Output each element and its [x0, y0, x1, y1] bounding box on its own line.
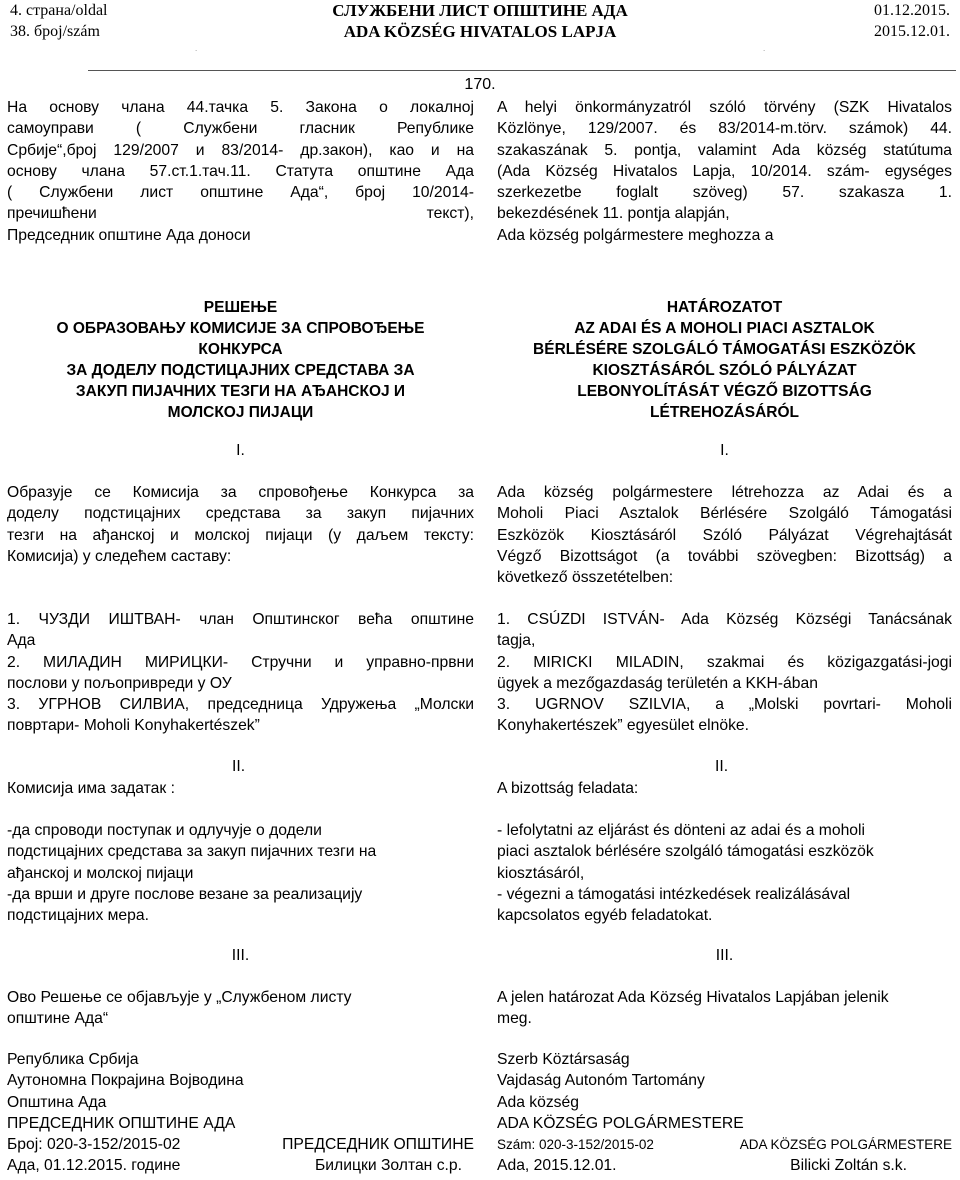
left-task-line: -да врши и друге послове везане за реализацију	[7, 885, 363, 903]
right-title-line: KIOSZTÁSÁRÓL SZÓLÓ PÁLYÁZAT	[592, 362, 857, 379]
right-section-3-heading: III.	[715, 947, 734, 964]
left-member-2: 2. МИЛАДИН МИРИЦКИ- Стручни и управно-првни	[7, 653, 474, 671]
left-intro-line: ( Службени лист општине Ада“, број 10/2014-	[7, 184, 474, 202]
right-title-line: LEBONYOLÍTÁSÁT VÉGZŐ BIZOTTSÁG	[577, 383, 872, 400]
header-date-serbian: 01.12.2015.	[874, 2, 950, 19]
left-member-3-cont: повртари- Moholi Konyhakertészek”	[7, 717, 260, 735]
header-divider	[88, 70, 956, 71]
header-title-hungarian: ADA KÖZSÉG HIVATALOS LAPJA	[343, 22, 617, 41]
left-intro-line: пречишћени текст),	[7, 205, 474, 223]
left-task-list	[7, 820, 474, 926]
left-sig-date: Ада, 01.12.2015. године	[7, 1157, 181, 1175]
left-p1-last: Комисија) у следећем саставу:	[7, 547, 232, 565]
right-member-1-cont: tagja,	[497, 632, 536, 650]
header-issue-number: 38. број/szám	[10, 23, 100, 40]
right-sig-line: Vajdaság Autonóm Tartomány	[497, 1072, 705, 1090]
left-title-line: ЗА ДОДЕЛУ ПОДСТИЦАЈНИХ СРЕДСТАВА ЗА	[66, 362, 415, 379]
right-section-1-heading: I.	[720, 442, 729, 459]
left-intro-line: На основу члана 44.тачка 5. Закона о локалној	[7, 99, 474, 116]
left-sig-date-row	[7, 1155, 474, 1176]
right-task-line: kapcsolatos egyéb feladatokat.	[497, 907, 713, 925]
right-title-line: BÉRLÉSÉRE SZOLGÁLÓ TÁMOGATÁSI ESZKÖZÖK	[533, 341, 916, 358]
left-publication-note	[7, 987, 474, 1030]
right-publication-note	[497, 987, 952, 1030]
left-intro-line: самоуправи ( Службени гласник Републике	[7, 120, 474, 138]
right-section-2-heading: II.	[715, 758, 729, 775]
header-page-number: 4. страна/oldal	[10, 2, 108, 19]
left-task-line: подстицајних мера.	[7, 907, 149, 925]
right-task-line: - lefolytatni az eljárást és dönteni az adai és a moholi	[497, 822, 865, 839]
right-member-2: 2. MIRICKI MILADIN, szakmai és közigazgatási-jogi	[497, 653, 952, 671]
right-member-list	[497, 609, 952, 737]
left-section-1-text	[7, 482, 474, 567]
right-sig-date: Ada, 2015.12.01.	[497, 1157, 617, 1175]
right-pub-line: meg.	[497, 1010, 532, 1028]
left-title-line: О ОБРАЗОВАЊУ КОМИСИЈЕ ЗА СПРОВОЂЕЊЕ	[56, 320, 425, 337]
header-mark-left: .	[195, 44, 198, 53]
header-publication-title	[0, 0, 960, 42]
left-intro-line: основу члана 57.ст.1.тач.11. Статута општине Ада	[7, 162, 474, 180]
left-sig-line: Република Србија	[7, 1051, 139, 1068]
left-title-line: ЗАКУП ПИЈАЧНИХ ТЕЗГИ НА АЂАНСКОЈ И	[75, 383, 406, 400]
right-p1-line: Végző Bizottságot (a további szövegben: Bizottság) a	[497, 547, 952, 565]
header-date-hungarian: 2015.12.01.	[874, 23, 950, 40]
left-section-2-heading: II.	[232, 758, 246, 775]
right-task-list	[497, 820, 952, 926]
header-dates	[874, 0, 950, 42]
left-intro-last: Председник општине Ада доноси	[7, 226, 251, 244]
right-pub-line: A jelen határozat Ada Község Hivatalos Lapjában jelenik	[497, 989, 889, 1006]
left-signature-block	[7, 1049, 474, 1177]
left-pub-line: Ово Решење се објављује у „Службеном листу	[7, 989, 352, 1006]
left-sig-title: ПРЕДСЕДНИК ОПШТИНЕ	[282, 1136, 474, 1154]
left-decision-title	[7, 297, 474, 423]
right-p1-last: következő összetételben:	[497, 569, 674, 587]
right-p1-line: Moholi Piaci Asztalok Bérlésére Szolgáló Támogatási	[497, 505, 952, 523]
right-intro-line: szerkezetbe foglalt szöveg) 57. szakasza 1.	[497, 184, 952, 202]
right-member-2-cont: ügyek a mezőgazdaság területén a KKH-ában	[497, 674, 818, 692]
left-section-1-heading: I.	[236, 442, 245, 459]
left-task-line: -да спроводи поступак и одлучује о додели	[7, 822, 322, 839]
right-intro-line: A helyi önkormányzatról szóló törvény (SZK Hivatalos	[497, 99, 952, 116]
left-sig-line: ПРЕДСЕДНИК ОПШТИНЕ АДА	[7, 1114, 236, 1132]
right-title-line: AZ ADAI ÉS A MOHOLI PIACI ASZTALOK	[574, 320, 875, 337]
header-title-serbian: СЛУЖБЕНИ ЛИСТ ОПШТИНЕ АДА	[332, 1, 628, 20]
left-sig-line: Аутономна Покрајина Војводина	[7, 1072, 244, 1090]
right-p1-line: Ada község polgármestere létrehozza az Adai és a	[497, 484, 952, 501]
right-task-line: - végezni a támogatási intézkedések realizálásával	[497, 885, 851, 903]
left-pub-line: општине Ада“	[7, 1010, 109, 1028]
right-member-3-cont: Konyhakertészek” egyesület elnöke.	[497, 717, 750, 735]
left-intro	[7, 97, 474, 246]
right-sig-number-row	[497, 1134, 952, 1155]
right-intro-line: szakaszának 5. pontja, valamint Ada község statútuma	[497, 141, 952, 159]
right-p1-line: Eszközök Kiosztásáról Szóló Pályázat Végrehajtását	[497, 526, 952, 544]
right-signature-block	[497, 1049, 952, 1177]
right-sig-name: Bilicki Zoltán s.k.	[790, 1157, 907, 1175]
left-section-3-heading: III.	[231, 947, 250, 964]
left-title-line: РЕШЕЊЕ	[203, 299, 278, 316]
right-title-line: LÉTREHOZÁSÁRÓL	[650, 404, 799, 421]
item-number: 170.	[464, 76, 496, 93]
right-sig-line: Ada község	[497, 1093, 579, 1111]
right-intro-tail: Ada község polgármestere meghozza a	[497, 226, 774, 244]
left-sig-number: Број: 020-3-152/2015-02	[7, 1136, 181, 1154]
right-task-line: kiosztásáról,	[497, 864, 585, 882]
right-intro	[497, 97, 952, 246]
right-intro-line: Közlönye, 129/2007. és 83/2014-m.törv. számok) 44.	[497, 120, 952, 138]
right-sig-date-row	[497, 1155, 952, 1176]
left-member-2-cont: послови у пољопривреди у ОУ	[7, 674, 232, 692]
left-member-1: 1. ЧУЗДИ ИШТВАН- члан Општинског већа општине	[7, 611, 474, 628]
right-member-1: 1. CSÚZDI ISTVÁN- Ada Község Községi Tanácsának	[497, 611, 952, 628]
page-header	[0, 0, 960, 53]
right-sig-number: Szám: 020-3-152/2015-02	[497, 1137, 654, 1153]
right-member-3: 3. UGRNOV SZILVIA, a „Molski povrtari- Moholi	[497, 696, 952, 714]
left-sig-name: Билицки Золтан с.р.	[315, 1157, 462, 1175]
left-member-list	[7, 609, 474, 737]
right-task-label: A bizottság feladata:	[497, 780, 639, 797]
right-sig-line: ADA KÖZSÉG POLGÁRMESTERE	[497, 1114, 744, 1132]
right-sig-line: Szerb Köztársaság	[497, 1051, 630, 1068]
left-p1-line: тезги на ађанској и молској пијаци (у даљем тексту:	[7, 526, 474, 544]
right-decision-title	[497, 297, 952, 423]
right-title-line: HATÁROZATOT	[666, 299, 783, 316]
left-title-line: МОЛСКОЈ ПИЈАЦИ	[167, 404, 314, 421]
header-mark-right: .	[763, 44, 766, 53]
left-task-label: Комисија има задатак :	[7, 780, 175, 797]
left-p1-line: Образује се Комисија за спровођење Конкурса за	[7, 484, 474, 501]
left-intro-line: Србије“,број 129/2007 и 83/2014- др.закон), као и на	[7, 141, 474, 159]
right-task-line: piaci asztalok bérlésére szolgáló támogatási eszközök	[497, 843, 874, 861]
right-intro-tail: bekezdésének 11. pontja alapján,	[497, 205, 730, 223]
left-task-line: ађанској и молској пијаци	[7, 864, 194, 882]
left-task-line: подстицајних средстава за закуп пијачних тезги на	[7, 843, 377, 861]
left-member-3: 3. УГРНОВ СИЛВИА, председница Удружења „Молски	[7, 696, 474, 714]
left-sig-line: Општина Ада	[7, 1093, 107, 1111]
right-sig-title: ADA KÖZSÉG POLGÁRMESTERE	[739, 1137, 952, 1153]
left-member-1-cont: Ада	[7, 632, 36, 650]
left-title-line: КОНКУРСА	[198, 341, 283, 358]
right-section-1-text	[497, 482, 952, 588]
right-intro-line: (Ada Község Hivatalos Lapja, 10/2014. szám- egységes	[497, 162, 952, 180]
left-p1-line: доделу подстицајних средстава за закуп пијачних	[7, 505, 474, 523]
left-sig-number-row	[7, 1134, 474, 1155]
